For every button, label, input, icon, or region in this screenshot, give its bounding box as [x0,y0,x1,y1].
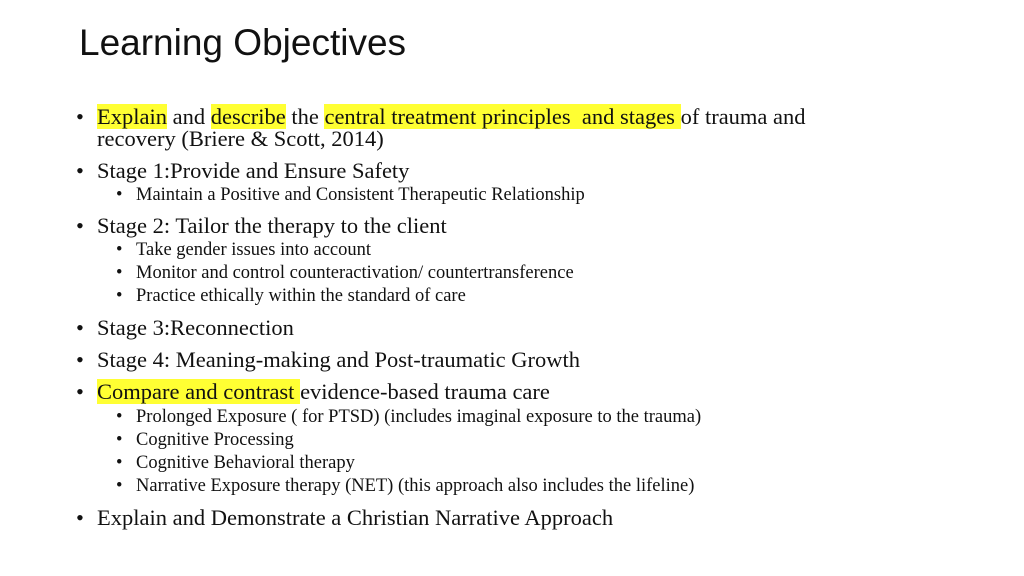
highlight-explain: Explain [97,104,167,129]
objective-christian-narrative: Explain and Demonstrate a Christian Narrative Approach [97,505,614,530]
therapy-subitem: Cognitive Processing [136,430,294,450]
highlight-compare-contrast: Compare and contrast [97,379,301,404]
bullet-icon: • [76,213,84,238]
sub-bullet-icon: • [116,263,123,283]
bullet-icon: • [76,505,84,530]
stage-3-item: Stage 3:Reconnection [97,315,294,340]
sub-bullet-icon: • [116,240,123,260]
therapy-subitem: Cognitive Behavioral therapy [136,453,355,473]
stage-1-subitem: Maintain a Positive and Consistent Therapeutic Relationship [136,185,585,205]
therapy-subitem: Narrative Exposure therapy (NET) (this approach also includes the lifeline) [136,476,695,496]
text-the: the [285,104,325,129]
stage-2-item: Stage 2: Tailor the therapy to the client [97,213,447,238]
stage-2-subitem: Practice ethically within the standard of care [136,286,466,306]
text-evidence-based: evidence-based trauma care [300,379,550,404]
stage-1-item: Stage 1:Provide and Ensure Safety [97,158,410,183]
objective-compare-contrast [97,379,550,405]
sub-bullet-icon: • [116,476,123,496]
highlight-central-principles: central treatment principles and stages [324,104,681,129]
bullet-icon: • [76,315,84,340]
sub-bullet-icon: • [116,430,123,450]
bullet-icon: • [76,347,84,372]
sub-bullet-icon: • [116,407,123,427]
objective-explain-continuation: recovery (Briere & Scott, 2014) [97,126,384,151]
stage-2-subitem: Monitor and control counteractivation/ countertransference [136,263,574,283]
text-and: and [166,104,211,129]
sub-bullet-icon: • [116,286,123,306]
slide-title: Learning Objectives [79,22,407,63]
bullet-icon: • [76,158,84,183]
sub-bullet-icon: • [116,453,123,473]
stage-4-item: Stage 4: Meaning-making and Post-traumatic Growth [97,347,581,372]
sub-bullet-icon: • [116,185,123,205]
highlight-describe: describe [210,104,286,129]
therapy-subitem: Prolonged Exposure ( for PTSD) (includes imaginal exposure to the trauma) [136,407,702,427]
bullet-icon: • [76,104,84,129]
bullet-icon: • [76,379,84,404]
text-of-trauma: of trauma and [680,104,806,129]
stage-2-subitem: Take gender issues into account [136,240,372,260]
